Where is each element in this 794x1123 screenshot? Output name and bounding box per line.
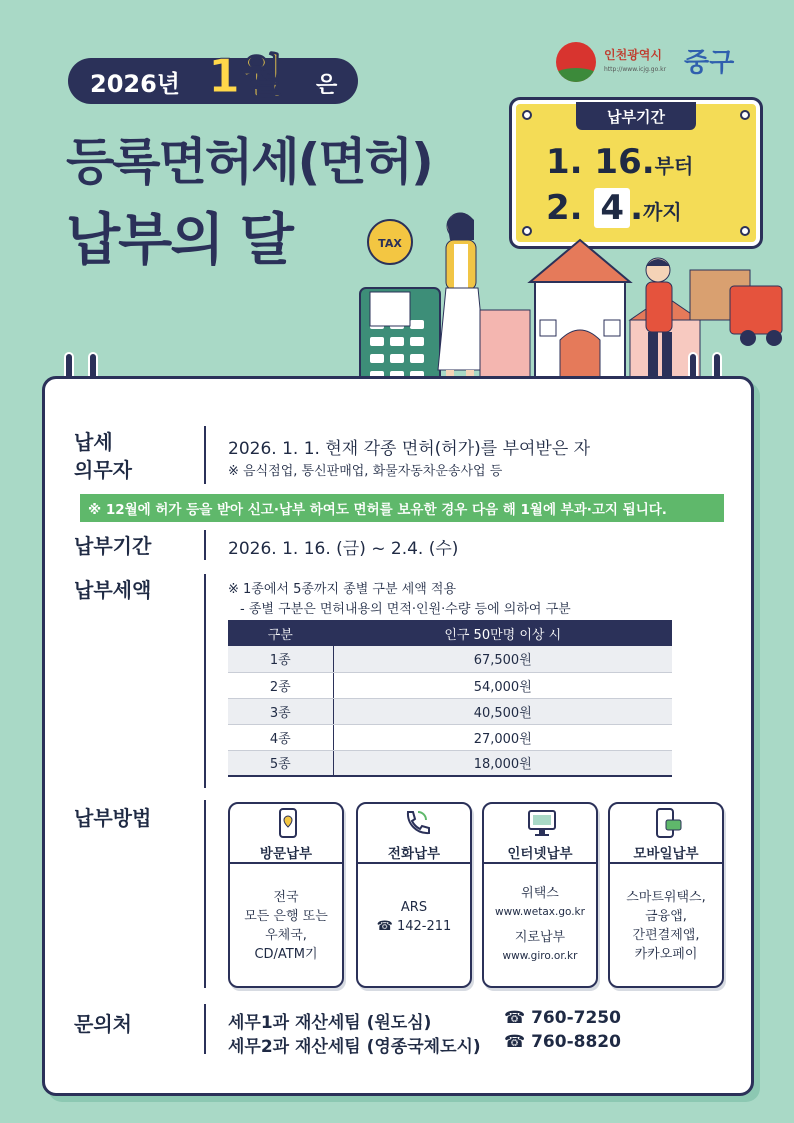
method-title: 방문납부 [259, 846, 313, 862]
fee-table-header: 인구 50만명 이상 시 [333, 620, 672, 646]
page-title: 등록면허세(면허) [66, 133, 432, 191]
bolt-icon [522, 110, 532, 120]
logo-url: http://www.icjg.go.kr [604, 66, 667, 73]
contact-line1: 세무1과 재산세팀 (원도심) [228, 1013, 432, 1033]
phone-icon [402, 808, 430, 838]
mobile-card-icon [654, 808, 682, 838]
sign-tag: 납부기간 [576, 102, 696, 130]
table-row: 4종 27,000원 [228, 724, 672, 750]
divider [204, 1004, 206, 1054]
amount-label: 납부세액 [74, 578, 152, 602]
table-row: 1종 67,500원 [228, 646, 672, 672]
amount-note2: - 종별 구분은 면허내용의 면적·인원·수량 등에 의하여 구분 [240, 602, 571, 617]
divider [204, 426, 206, 484]
amount-note1: ※ 1종에서 5종까지 종별 구분 세액 적용 [228, 582, 457, 597]
fee-table [228, 620, 672, 777]
pill-year: 2026년 [90, 69, 180, 98]
method-label: 납부방법 [74, 806, 152, 830]
logo-district: 중구 [684, 48, 735, 78]
map-pin-phone-icon [274, 808, 302, 838]
header-pill [68, 49, 358, 104]
tax-illustration [350, 200, 790, 400]
fee-table-header: 구분 [228, 620, 333, 646]
taxpayer-label: 납세 의무자 [74, 430, 132, 482]
divider [204, 800, 206, 988]
method-card-internet: 인터넷납부 위택스 www.wetax.go.kr 지로납부 www.giro.or.kr [482, 802, 598, 988]
taxpayer-main: 2026. 1. 1. 현재 각종 면허(허가)를 부여받은 자 [228, 439, 591, 459]
method-card-visit: 방문납부 전국 모든 은행 또는 우체국, CD/ATM기 [228, 802, 344, 988]
method-title: 모바일납부 [633, 846, 699, 862]
method-title: 인터넷납부 [507, 846, 573, 862]
page-subtitle: 납부의 달 [66, 208, 292, 273]
method-card-mobile: 모바일납부 스마트위택스, 금융앱, 간편결제앱, 카카오페이 [608, 802, 724, 988]
contact-line2: 세무2과 재산세팀 (영종국제도시) [228, 1037, 481, 1057]
table-row: 5종 18,000원 [228, 750, 672, 776]
table-row: 3종 40,500원 [228, 698, 672, 724]
contact-phone1: ☎ 760-7250 [504, 1008, 621, 1028]
sign-start: 1. 16.부터 [546, 142, 694, 182]
logo-city: 인천광역시 [604, 48, 662, 62]
district-logo [556, 40, 756, 84]
divider [204, 530, 206, 560]
table-row: 2종 54,000원 [228, 672, 672, 698]
notice-bar: ※ 12월에 허가 등을 받아 신고·납부 하여도 면허를 보유한 경우 다음 해 1월에 부과·고지 됩니다. [80, 494, 724, 522]
sign-end: 2. 4 .까지 [546, 188, 682, 228]
period-value: 2026. 1. 16. (금) ~ 2.4. (수) [228, 539, 459, 559]
monitor-icon [528, 808, 556, 838]
contact-phone2: ☎ 760-8820 [504, 1032, 621, 1052]
tax-badge: TAX [378, 237, 402, 250]
period-label: 납부기간 [74, 534, 152, 558]
divider [204, 574, 206, 788]
logo-emblem-icon [556, 42, 596, 82]
method-card-phone: 전화납부 ARS ☎ 142-211 [356, 802, 472, 988]
pill-suffix: 은 [316, 73, 338, 98]
pill-month: 1월 [208, 49, 285, 103]
bolt-icon [740, 110, 750, 120]
taxpayer-note: ※ 음식점업, 통신판매업, 화물자동차운송사업 등 [228, 464, 503, 479]
contact-label: 문의처 [74, 1012, 132, 1036]
method-title: 전화납부 [387, 846, 441, 862]
